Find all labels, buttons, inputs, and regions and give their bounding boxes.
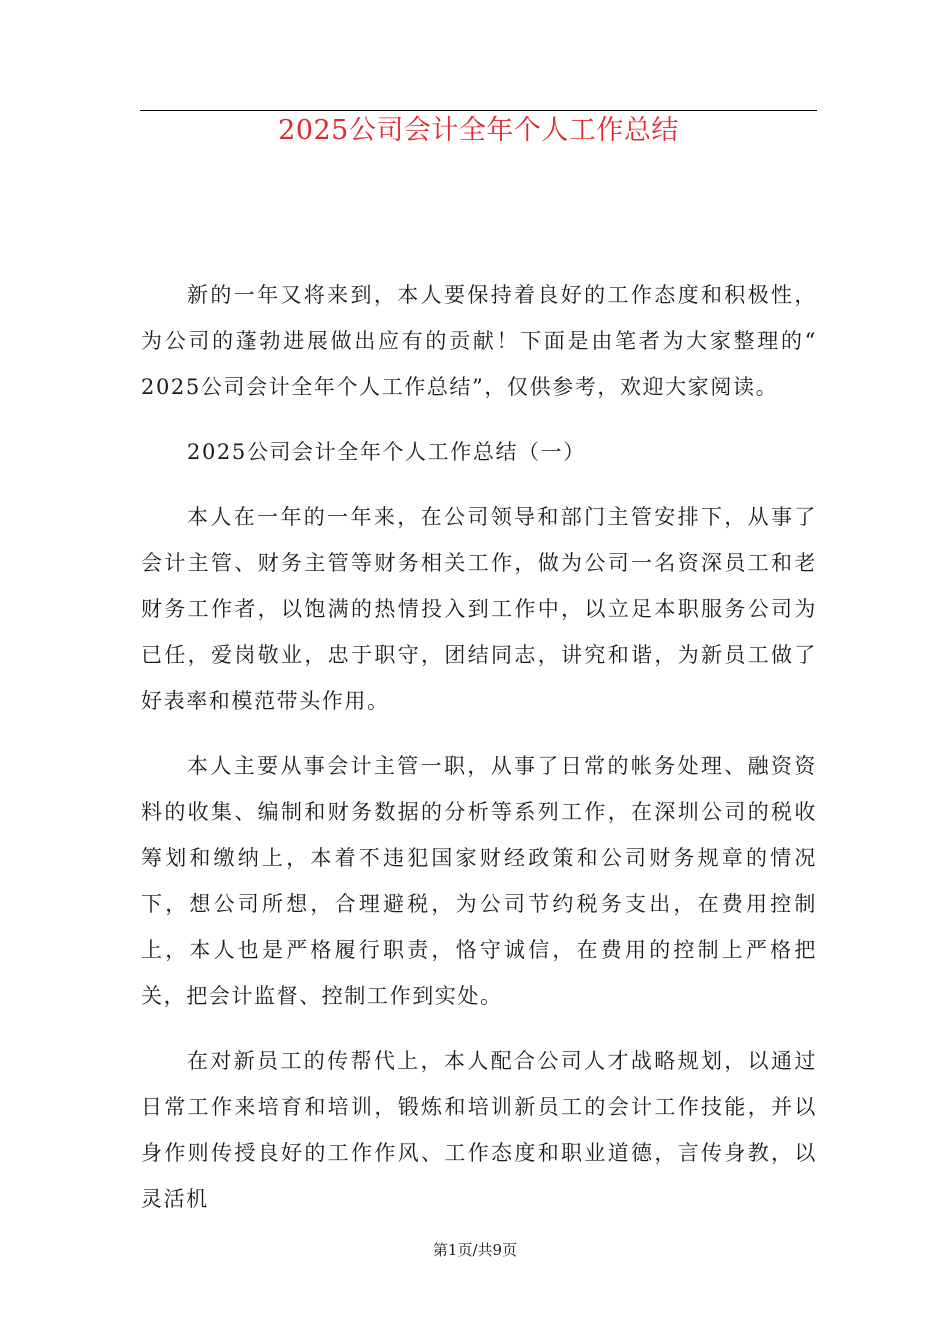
- document-title: 2025公司会计全年个人工作总结: [278, 115, 679, 146]
- page-number: 第1页/共9页: [432, 1241, 518, 1259]
- body-paragraph: 本人在一年的一年来，在公司领导和部门主管安排下，从事了会计主管、财务主管等财务相关工作，做为公司一名资深员工和老财务工作者，以饱满的热情投入到工作中，以立足本职服务公司为已任，爱岗敬业，忠于职守，团结同志，讲究和谐，为新员工做了好表率和模范带头作用。: [141, 505, 817, 713]
- header-rule: [140, 110, 817, 111]
- intro-paragraph: 新的一年又将来到，本人要保持着良好的工作态度和积极性，为公司的蓬勃进展做出应有的贡献！下面是由笔者为大家整理的“ 2025公司会计全年个人工作总结”，仅供参考，欢迎大家阅读。: [141, 283, 817, 399]
- document-body: [141, 272, 817, 1241]
- body-paragraph: 本人主要从事会计主管一职，从事了日常的帐务处理、融资资料的收集、编制和财务数据的分析等系列工作，在深圳公司的税收筹划和缴纳上，本着不违犯国家财经政策和公司财务规章的情况下，想公司所想，合理避税，为公司节约税务支出，在费用控制上，本人也是严格履行职责，恪守诚信，在费用的控制上严格把关，把会计监督、控制工作到实处。: [141, 754, 817, 1008]
- section-heading: 2025公司会计全年个人工作总结（一）: [187, 440, 586, 464]
- body-paragraph: 在对新员工的传帮代上，本人配合公司人才战略规划，以通过日常工作来培育和培训，锻炼和培训新员工的会计工作技能，并以身作则传授良好的工作作风、工作态度和职业道德，言传身教，以灵活机: [141, 1049, 817, 1211]
